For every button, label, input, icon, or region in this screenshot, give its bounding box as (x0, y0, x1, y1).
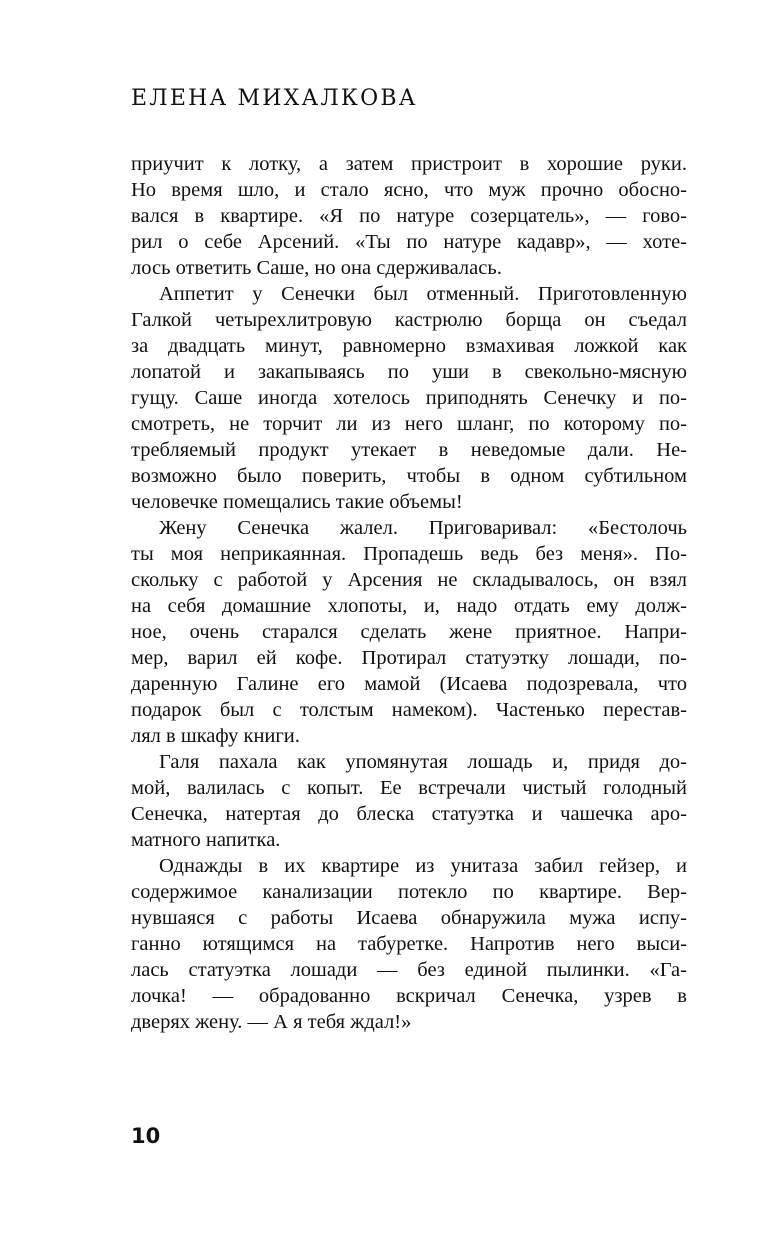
text-line: лопатой и закапываясь по уши в свекольно-мясную (131, 361, 687, 383)
text-line: смотреть, не торчит ли из него шланг, по которому по- (131, 413, 687, 435)
text-line: Галкой четырехлитровую кастрюлю борща он съедал (131, 309, 687, 331)
text-line: лось ответить Саше, но она сдерживалась. (131, 257, 502, 279)
text-line: Жену Сенечка жалел. Приговаривал: «Бестолочь (159, 517, 687, 539)
text-line: ганно ютящимся на табуретке. Напротив него выси- (131, 933, 687, 955)
text-line: требляемый продукт утекает в неведомые дали. Не- (131, 439, 687, 461)
text-line: лял в шкафу книги. (131, 725, 300, 747)
text-line: Аппетит у Сенечки был отменный. Приготовленную (159, 283, 687, 305)
text-line: мой, валилась с копыт. Ее встречали чистый голодный (131, 777, 687, 799)
running-header-author: ЕЛЕНА МИХАЛКОВА (131, 86, 418, 111)
text-line: матного напитка. (131, 829, 281, 851)
text-line: Однажды в их квартире из унитаза забил гейзер, и (159, 855, 687, 877)
text-line: лочка! — обрадованно вскричал Сенечка, узрев в (131, 985, 687, 1007)
text-line: Галя пахала как упомянутая лошадь и, придя до- (159, 751, 687, 773)
text-line: содержимое канализации потекло по квартире. Вер- (131, 881, 687, 903)
text-line: рил о себе Арсений. «Ты по натуре кадавр», — хоте- (131, 231, 687, 253)
text-line: за двадцать минут, равномерно взмахивая ложкой как (131, 335, 687, 357)
text-line: Но время шло, и стало ясно, что муж прочно обосно- (131, 179, 687, 201)
text-line: на себя домашние хлопоты, и, надо отдать ему долж- (131, 595, 687, 617)
text-line: приучит к лотку, а затем пристроит в хорошие руки. (131, 153, 687, 175)
text-line: ное, очень старался сделать жене приятное. Напри- (131, 621, 687, 643)
text-line: даренную Галине его мамой (Исаева подозревала, что (131, 673, 687, 695)
text-line: гущу. Саше иногда хотелось приподнять Сенечку и по- (131, 387, 687, 409)
text-line: вался в квартире. «Я по натуре созерцатель», — гово- (131, 205, 687, 227)
text-line: подарок был с толстым намеком). Частенько перестав- (131, 699, 687, 721)
paragraph (131, 749, 687, 853)
text-line: возможно было поверить, чтобы в одном субтильном (131, 465, 687, 487)
text-line: нувшаяся с работы Исаева обнаружила мужа испу- (131, 907, 687, 929)
paragraph (131, 515, 687, 749)
paragraph (131, 151, 687, 281)
text-line: лась статуэтка лошади — без единой пылинки. «Га- (131, 959, 687, 981)
text-line: человечке помещались такие объемы! (131, 491, 463, 513)
paragraph (131, 281, 687, 515)
text-line: Сенечка, натертая до блеска статуэтка и чашечка аро- (131, 803, 687, 825)
text-line: мер, варил ей кофе. Протирал статуэтку лошади, по- (131, 647, 687, 669)
text-line: скольку с работой у Арсения не складывалось, он взял (131, 569, 687, 591)
page-body (131, 151, 687, 1035)
text-line: ты моя неприкаянная. Пропадешь ведь без меня». По- (131, 543, 687, 565)
page-number: 10 (131, 1124, 161, 1148)
text-line: дверях жену. — А я тебя ждал!» (131, 1011, 412, 1033)
paragraph (131, 853, 687, 1035)
